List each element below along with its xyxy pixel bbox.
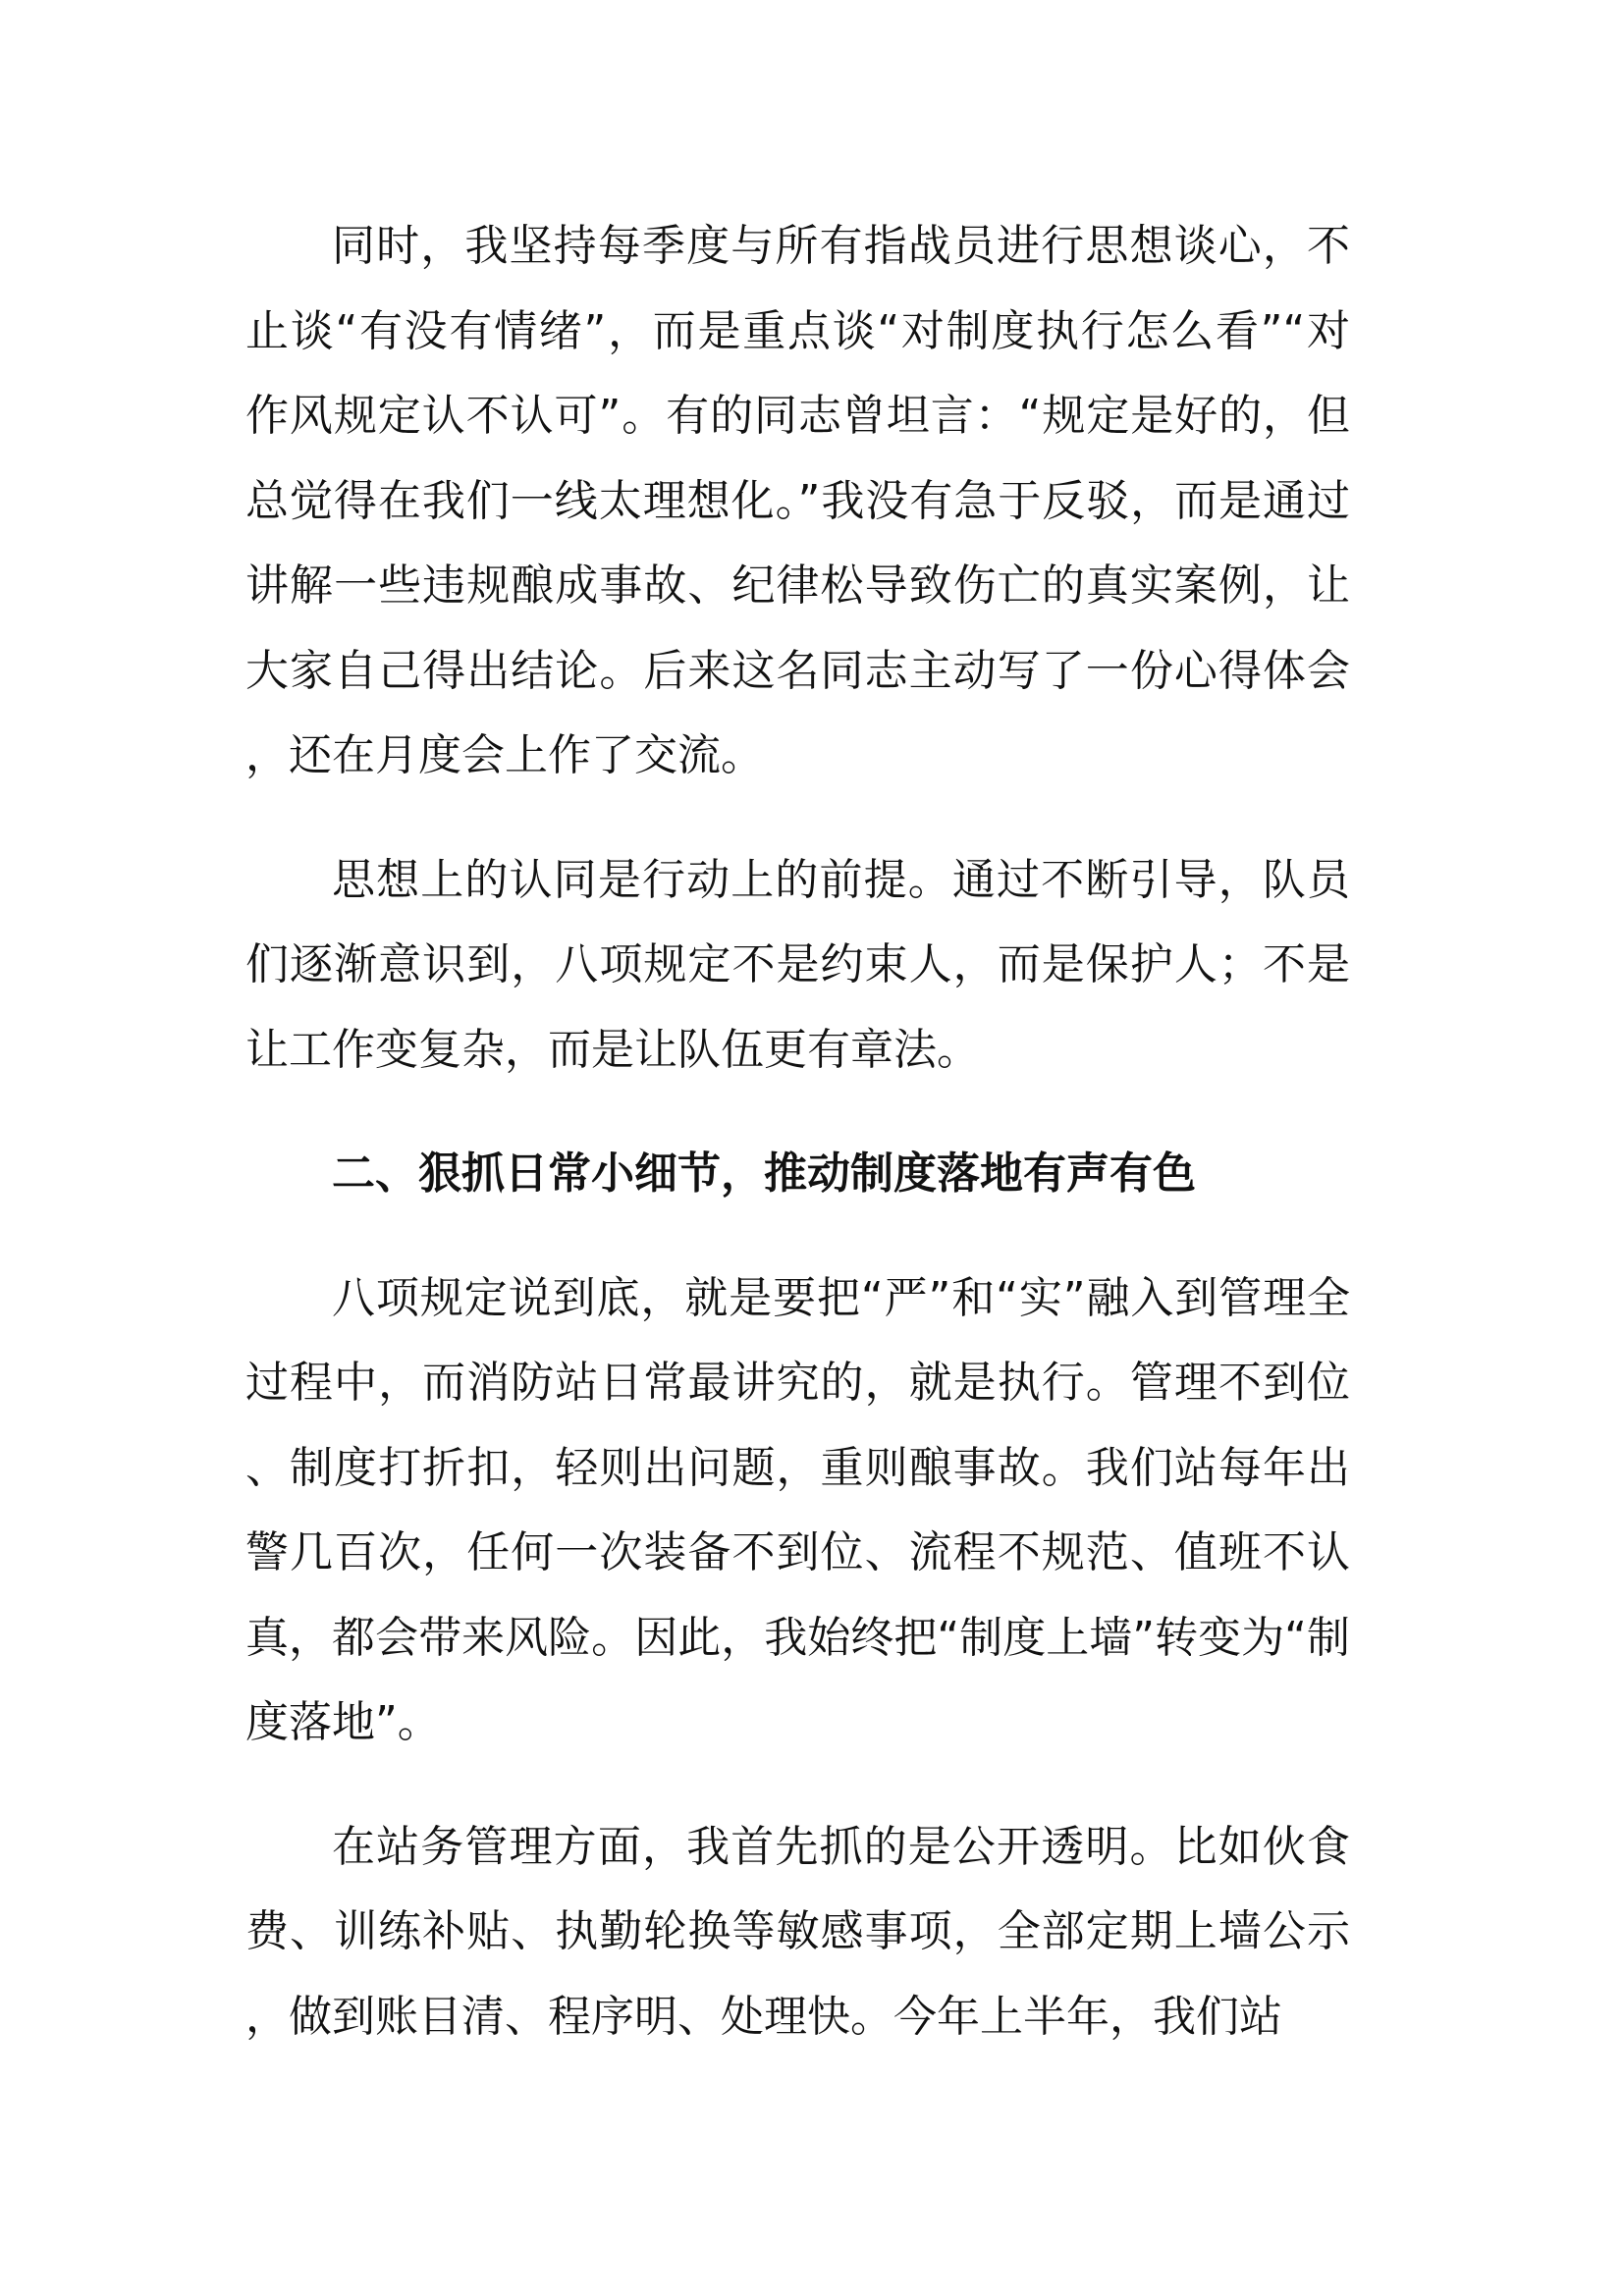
section-heading: 二、狠抓日常小细节，推动制度落地有声有色 (332, 1148, 1196, 1199)
paragraph-thought-talks: 同时，我坚持每季度与所有指战员进行思想谈心，不止谈“有没有情绪”，而是重点谈“对制度执行怎么看”“对作风规定认不认可”。有的同志曾坦言：“规定是好的，但总觉得在我们一线太理想化。”我没有急于反驳，而是通过讲解一些违规酿成事故、纪律松导致伤亡的真实案例，让大家自己得出结论。后来这名同志主动写了一份心得体会，还在月度会上作了交流。 (245, 221, 1350, 780)
document-body (245, 204, 1350, 2059)
paragraph-recognition: 思想上的认同是行动上的前提。通过不断引导，队员们逐渐意识到，八项规定不是约束人，而是保护人；不是让工作变复杂，而是让队伍更有章法。 (245, 854, 1350, 1075)
paragraph-station-management: 在站务管理方面，我首先抓的是公开透明。比如伙食费、训练补贴、执勤轮换等敏感事项，全部定期上墙公示，做到账目清、程序明、处理快。今年上半年，我们站 (245, 1821, 1350, 2042)
paragraph-execution: 八项规定说到底，就是要把“严”和“实”融入到管理全过程中，而消防站日常最讲究的，就是执行。管理不到位、制度打折扣，轻则出问题，重则酿事故。我们站每年出警几百次，任何一次装备不到位、流程不规范、值班不认真，都会带来风险。因此，我始终把“制度上墙”转变为“制度落地”。 (245, 1272, 1350, 1747)
